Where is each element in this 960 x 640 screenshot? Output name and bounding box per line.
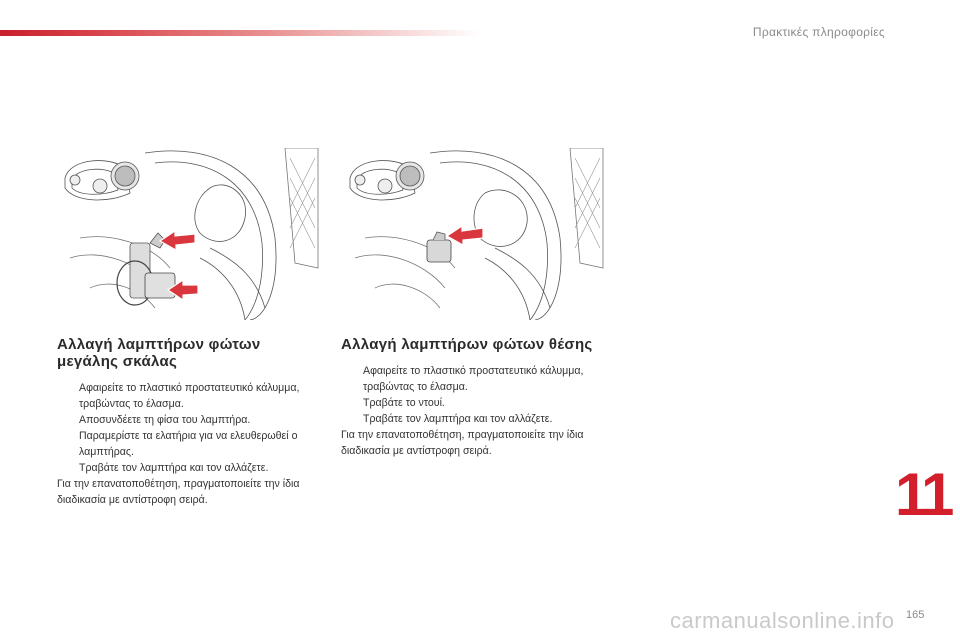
list-item: Τραβάτε τον λαμπτήρα και τον αλλάζετε. bbox=[363, 413, 553, 425]
step-list bbox=[341, 363, 601, 427]
section-high-beam bbox=[57, 336, 317, 508]
section-title: Αλλαγή λαμπτήρων φώτων μεγάλης σκάλας bbox=[57, 336, 261, 370]
chapter-number: 11 bbox=[895, 461, 951, 528]
list-item: Αποσυνδέετε τη φίσα του λαμπτήρα. bbox=[79, 414, 251, 426]
arrow-indicator bbox=[447, 226, 483, 245]
section-position-light bbox=[341, 336, 601, 459]
step-list bbox=[57, 380, 317, 476]
watermark: carmanualsonline.info bbox=[670, 608, 895, 633]
list-item: Αφαιρείτε το πλαστικό προστατευτικό κάλυμμα, τραβώντας το έλασμα. bbox=[363, 365, 584, 393]
header-accent-bar bbox=[0, 30, 480, 36]
section-title: Αλλαγή λαμπτήρων φώτων θέσης bbox=[341, 336, 593, 353]
list-item: Τραβάτε τον λαμπτήρα και τον αλλάζετε. bbox=[79, 462, 269, 474]
list-item: Τραβάτε το ντουί. bbox=[363, 397, 445, 409]
list-item: Παραμερίστε τα ελατήρια για να ελευθερωθεί ο λαμπτήρας. bbox=[79, 430, 298, 458]
list-item: Αφαιρείτε το πλαστικό προστατευτικό κάλυμμα, τραβώντας το έλασμα. bbox=[79, 382, 300, 410]
illustration-position-light-bulb bbox=[335, 148, 605, 320]
reassembly-note: Για την επανατοποθέτηση, πραγματοποιείτε την ίδια διαδικασία με αντίστροφη σειρά. bbox=[57, 478, 300, 506]
arrow-indicator-upper bbox=[160, 231, 195, 250]
page-header-title: Πρακτικές πληροφορίες bbox=[752, 25, 885, 39]
page-number: 165 bbox=[906, 609, 925, 621]
reassembly-note: Για την επανατοποθέτηση, πραγματοποιείτε την ίδια διαδικασία με αντίστροφη σειρά. bbox=[341, 429, 584, 457]
illustration-high-beam-bulb bbox=[50, 148, 320, 320]
